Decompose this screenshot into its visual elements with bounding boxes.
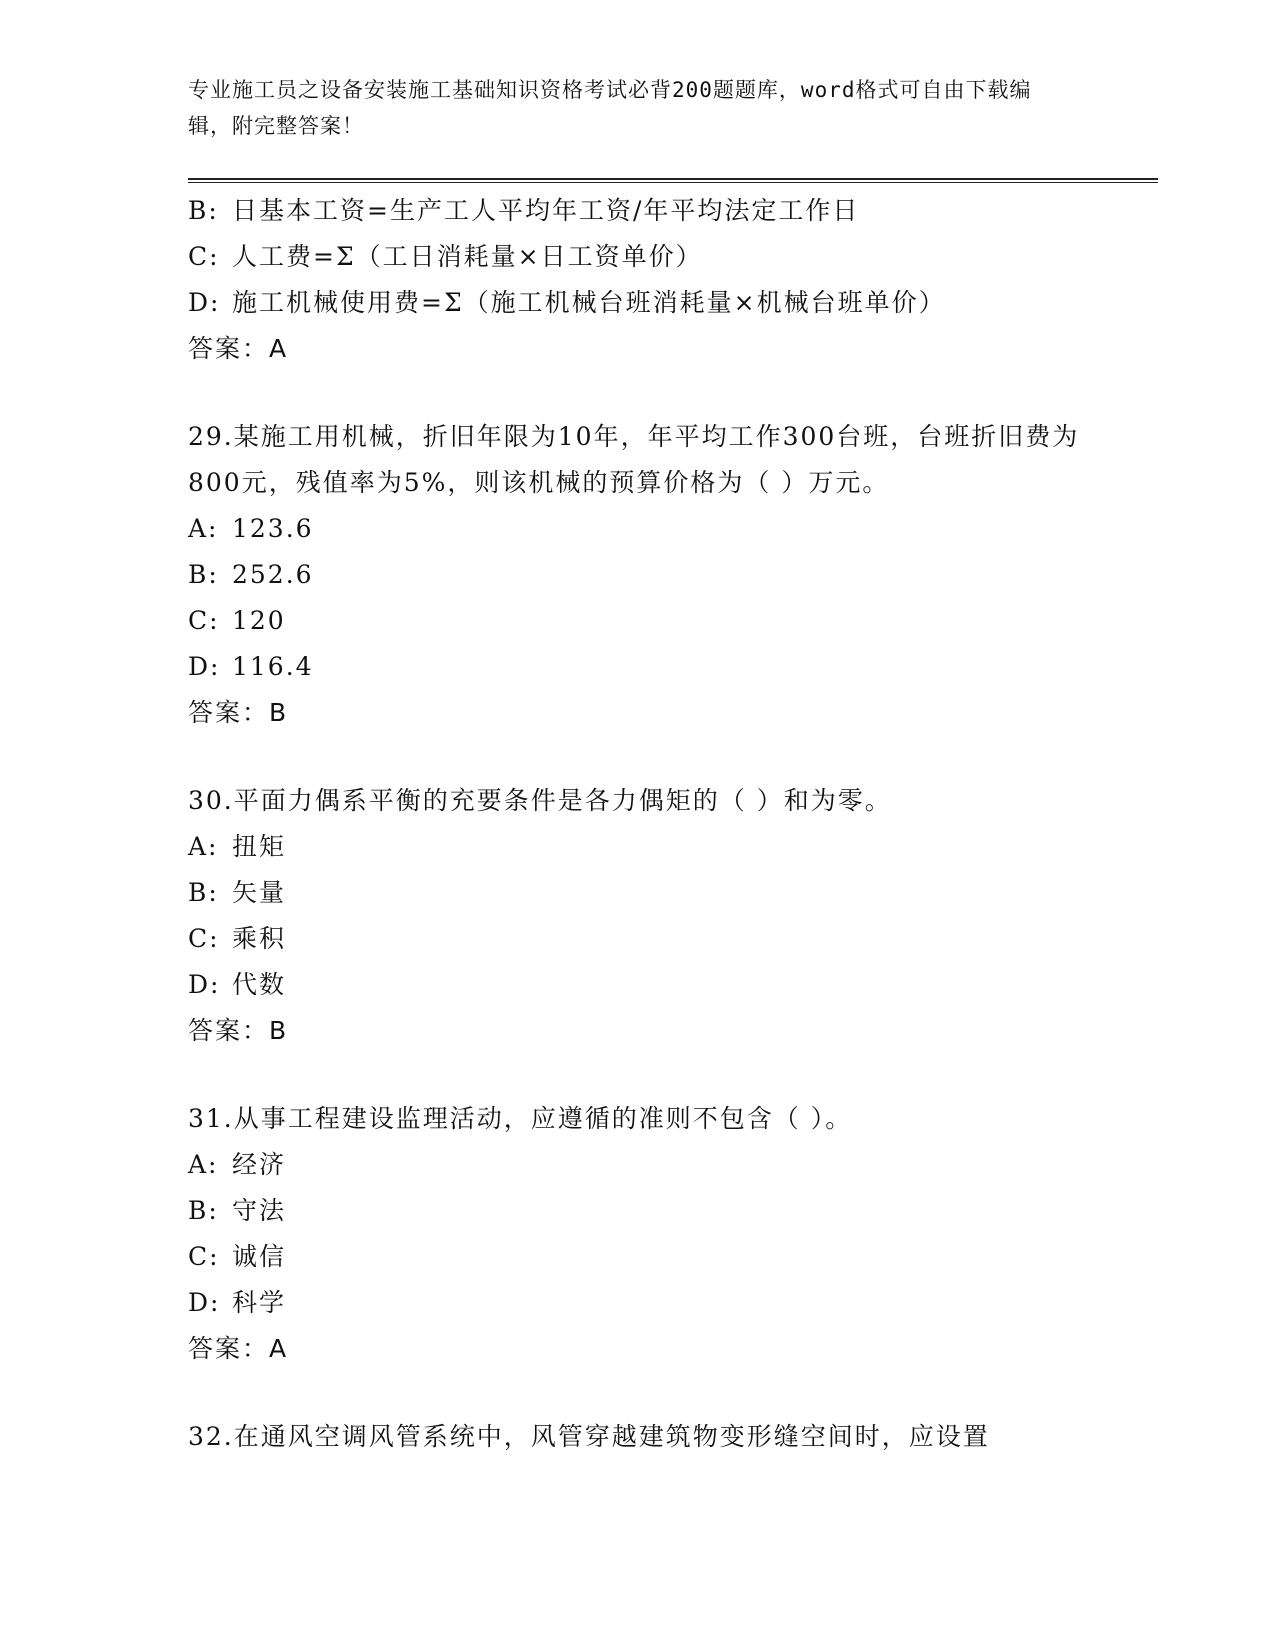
question-stem: 32.在通风空调风管系统中，风管穿越建筑物变形缝空间时，应设置 (188, 1422, 990, 1451)
option-a: A: 123.6 (188, 514, 314, 543)
question-stem: 29.某施工用机械，折旧年限为10年，年平均工作300台班，台班折旧费为800元，残值率为5%，则该机械的预算价格为（ ）万元。 (188, 422, 1080, 497)
option-a: A: 经济 (188, 1150, 287, 1179)
option-b: B: 日基本工资=生产工人平均年工资/年平均法定工作日 (188, 196, 860, 225)
option-a: A: 扭矩 (188, 832, 287, 861)
answer-line: 答案：B (188, 1016, 289, 1045)
option-c: C: 诚信 (188, 1242, 287, 1271)
question-30 (188, 778, 1088, 1054)
question-stem: 31.从事工程建设监理活动，应遵循的准则不包含（ ）。 (188, 1104, 853, 1133)
option-b: B: 252.6 (188, 560, 314, 589)
option-c: C: 人工费=Σ（工日消耗量×日工资单价） (188, 242, 703, 271)
answer-line: 答案：A (188, 1334, 289, 1363)
option-b: B: 守法 (188, 1196, 287, 1225)
question-28-continuation (188, 188, 1088, 372)
document-header: 专业施工员之设备安装施工基础知识资格考试必背200题题库，word格式可自由下载编辑，附完整答案！ (188, 78, 1032, 138)
question-32 (188, 1414, 1088, 1460)
option-b: B: 矢量 (188, 878, 287, 907)
option-d: D: 施工机械使用费=Σ（施工机械台班消耗量×机械台班单价） (188, 288, 946, 317)
question-31 (188, 1096, 1088, 1372)
answer-line: 答案：A (188, 334, 289, 363)
question-29 (188, 414, 1088, 736)
option-d: D: 科学 (188, 1288, 287, 1317)
option-c: C: 120 (188, 606, 286, 635)
question-stem: 30.平面力偶系平衡的充要条件是各力偶矩的（ ）和为零。 (188, 786, 892, 815)
option-c: C: 乘积 (188, 924, 287, 953)
option-d: D: 代数 (188, 970, 287, 999)
question-list (188, 188, 1088, 1460)
answer-line: 答案：B (188, 698, 289, 727)
option-d: D: 116.4 (188, 652, 314, 681)
header-divider (188, 178, 1158, 183)
